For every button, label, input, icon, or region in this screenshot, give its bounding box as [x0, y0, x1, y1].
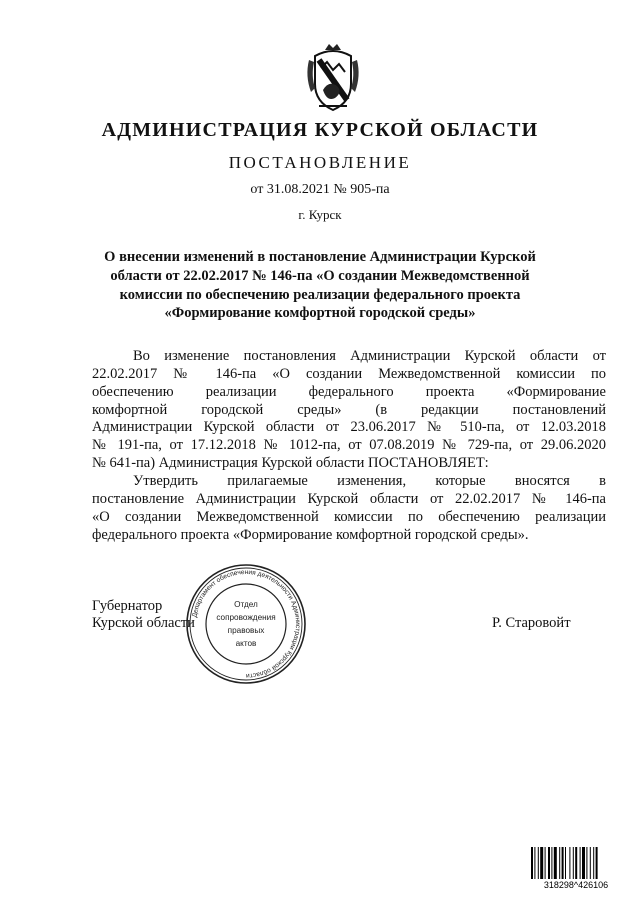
body-line: «О создании Межведомственной комиссии по обеспечению реализации — [92, 509, 606, 525]
svg-text:Департамент обеспечения деятел: Департамент обеспечения деятельности Администрации Курской области — [191, 568, 302, 680]
signatory-position-line2: Курской области — [92, 615, 195, 631]
svg-text:правовых: правовых — [227, 626, 265, 635]
organization-name: АДМИНИСТРАЦИЯ КУРСКОЙ ОБЛАСТИ — [101, 119, 539, 141]
body-line: Администрации Курской области от 23.06.2017 № 510-па, от 12.03.2018 — [92, 419, 606, 435]
signatory-name: Р. Старовойт — [492, 615, 571, 631]
document-type: ПОСТАНОВЛЕНИЕ — [228, 153, 412, 172]
official-stamp — [184, 562, 308, 686]
title-line: комиссии по обеспечению реализации федерального проекта — [119, 287, 521, 303]
document-city: г. Курск — [298, 207, 342, 222]
body-line: федерального проекта «Формирование комфортной городской среды». — [92, 527, 529, 543]
body-line: Во изменение постановления Администрации Курской области от — [133, 348, 606, 364]
svg-text:Отдел: Отдел — [234, 600, 258, 609]
svg-text:сопровождения: сопровождения — [216, 613, 276, 622]
body-line: № 191-па, от 17.12.2018 № 1012-па, от 07.08.2019 № 729-па, от 29.06.2020 — [92, 437, 606, 453]
document-date-number: от 31.08.2021 № 905-па — [250, 182, 390, 197]
title-line: области от 22.02.2017 № 146-па «О создании Межведомственной — [110, 268, 530, 284]
body-line: обеспечению реализации федерального проекта «Формирование — [92, 384, 606, 400]
body-line: Утвердить прилагаемые изменения, которые вносятся в — [133, 473, 606, 489]
svg-text:актов: актов — [235, 639, 257, 648]
body-line: 22.02.2017 № 146-па «О создании Межведомственной комиссии по — [92, 366, 606, 382]
signatory-position-line1: Губернатор — [92, 598, 163, 614]
title-line: О внесении изменений в постановление Администрации Курской — [104, 249, 536, 265]
body-line: комфортной городской среды» (в редакции постановлений — [92, 402, 606, 418]
barcode-number: 318298^426106 — [543, 880, 609, 890]
barcode — [529, 846, 623, 890]
body-line: № 641-па) Администрация Курской области ПОСТАНОВЛЯЕТ: — [92, 455, 489, 471]
body-line: постановление Администрации Курской области от 22.02.2017 № 146-па — [92, 491, 606, 507]
coat-of-arms-icon — [303, 40, 363, 112]
title-line: «Формирование комфортной городской среды» — [164, 305, 476, 321]
